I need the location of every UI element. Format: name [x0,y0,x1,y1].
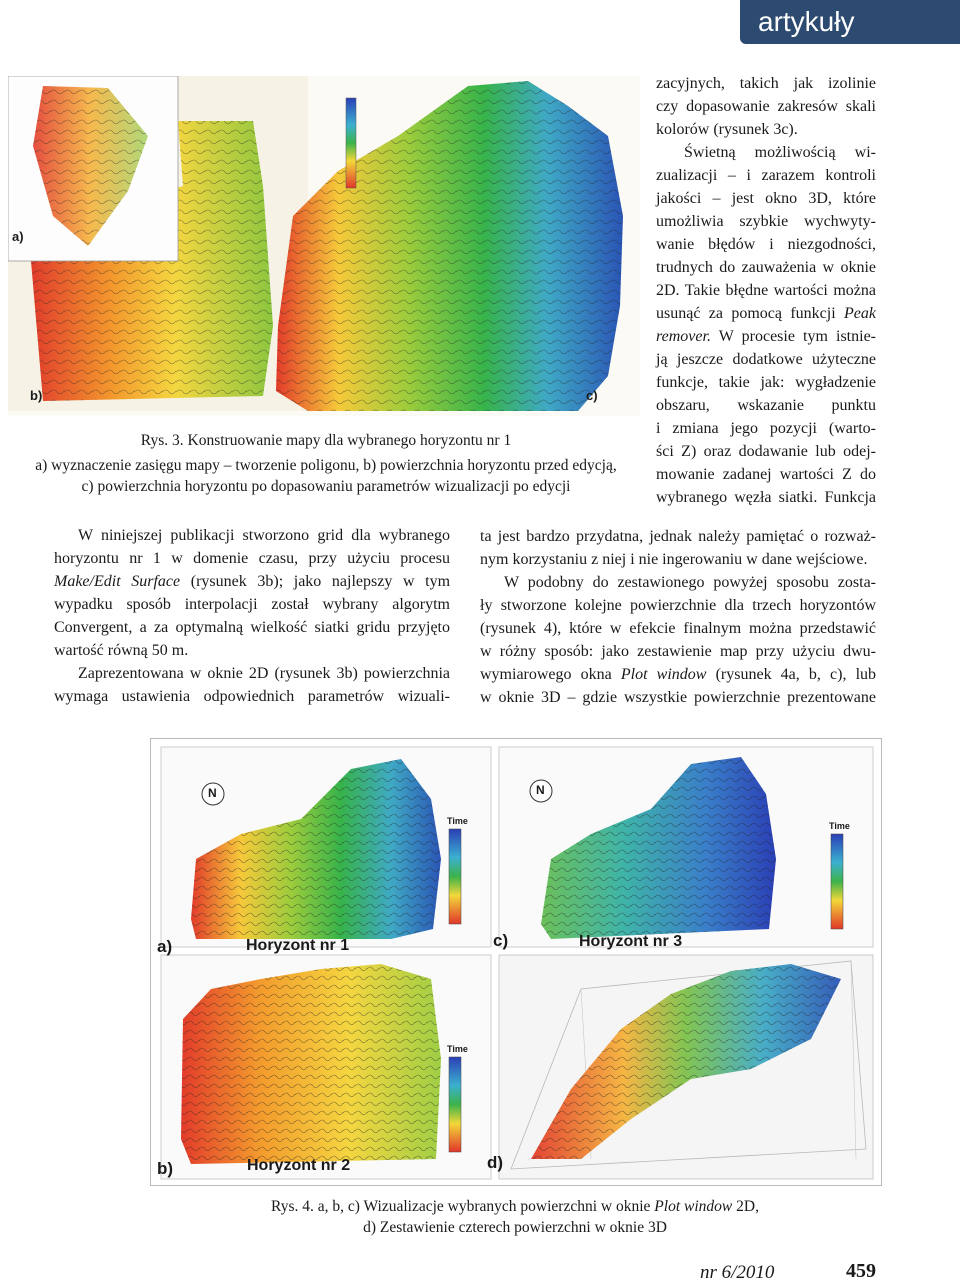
figure-4-caption [150,1196,880,1238]
text-line: nym korzystaniu z niej i nie ingerowaniu w dane wejściowe. [480,551,868,568]
text-line: zualizacji – i zarazem kontroli [656,167,876,184]
text-line: trudnych do zauważenia w oknie [656,259,876,276]
fig3-panel-a-label: a) [12,229,24,244]
fig4-title-c: Horyzont nr 3 [579,933,683,950]
figure-3-caption [0,430,652,497]
text-line: ją jeszcze dodatkowe użyteczne [656,351,876,368]
text-line: Zaprezentowana w oknie 2D (rysunek 3b) powierzchnia [78,665,450,682]
figure-3-graphic [8,76,640,416]
italic-term-plot-window: Plot window [620,666,707,683]
issue-number: nr 6/2010 [700,1262,775,1283]
text-line: W niniejszej publikacji stworzono grid dla wybranego [78,527,450,544]
text-line: wybranego węzła siatki. Funkcja [656,489,876,506]
figure-4 [150,738,882,1186]
text-line: wymaga ustawienia odpowiednich parametrów wizuali- [54,688,450,705]
fig4-title-a: Horyzont nr 1 [246,937,350,954]
fig4-panel-d-label: d) [487,1153,504,1172]
legend-title: Time [447,816,468,826]
legend-title: Time [829,821,850,831]
text-line: obszaru, wskazanie punktu [656,397,876,414]
section-tab: artykuły [740,0,960,44]
figure-4-graphic [151,739,881,1185]
text-line: czy dopasowanie zakresów skali [656,98,876,115]
fig4-panel-a-label: a) [157,937,173,956]
italic-term-remover: remover. [656,328,711,345]
text-line: (rysunek 4), które w efekcie finalnym można przedstawić [480,620,876,637]
text-line: W podobny do zestawionego powyżej sposobu zosta- [504,574,876,591]
text-line: ły stworzone kolejne powierzchnie dla trzech horyzontów [480,597,876,614]
fig4-title-b: Horyzont nr 2 [247,1157,351,1174]
text-line: umożliwia szybkie wychwyty- [656,213,876,230]
text-line [656,302,876,325]
fig4-caption-line1 [150,1196,880,1217]
text-span: usunąć za pomocą funkcji [656,305,836,322]
fig3-caption-line2: c) powierzchnia horyzontu po dopasowaniu parametrów wizualizacji po edycji [81,478,571,495]
text-line [480,663,876,686]
north-arrow-icon: N [536,783,545,797]
text-span: (rysunek 3b); jako najlepszy w tym [190,573,451,590]
text-line: i zmiana jego pozycji (warto- [656,420,876,437]
fig4-panel-c-label: c) [493,931,509,950]
text-line: ta jest bardzo przydatna, jednak należy pamiętać o rozważ- [480,528,876,545]
italic-term-make-edit-surface: Make/Edit Surface [54,573,181,590]
right-column-text [656,72,876,509]
text-span: W procesie tym istnie- [718,328,876,345]
fig3-panel-b-label: b) [30,388,43,403]
fig3-caption-line1: a) wyznaczenie zasięgu mapy – tworzenie poligonu, b) powierzchnia horyzontu przed edycją, [35,457,617,474]
text-line: zacyjnych, takich jak izolinie [656,75,876,92]
text-line: wanie błędów i niezgodności, [656,236,876,253]
left-column-text [54,524,450,708]
fig3-caption-title: Rys. 3. Konstruowanie mapy dla wybranego horyzontu nr 1 [140,432,512,449]
page-number: 459 [846,1260,876,1282]
italic-term-peak: Peak [844,305,876,322]
text-line: wypadku sposób interpolacji został wybrany algorytm [54,596,450,613]
italic-term-plot-window: Plot window [654,1198,733,1215]
text-line: horyzontu nr 1 w domenie czasu, przy użyciu procesu [54,550,450,567]
fig4-panel-b-label: b) [157,1159,174,1178]
fig3-panel-c-label: c) [586,388,598,403]
figure-3 [8,76,640,416]
fig4-caption-line2: d) Zestawienie czterech powierzchni w oknie 3D [363,1219,667,1236]
text-line: ści Z) oraz dodawanie lub odej- [656,443,876,460]
text-span: Rys. 4. a, b, c) Wizualizacje wybranych powierzchni w oknie [271,1198,651,1215]
text-line: wartość równą 50 m. [54,642,189,659]
text-line: funkcje, takie jak: wygładzenie [656,374,876,391]
text-span: (rysunek 4a, b, c), lub [715,666,877,683]
text-line: 2D. Takie błędne wartości można [656,282,876,299]
legend-title: Time [447,1044,468,1054]
text-line: mowanie zadanej wartości Z do [656,466,876,483]
text-span: 2D, [736,1198,759,1215]
text-line: w oknie 3D – gdzie wszystkie powierzchnie prezentowane [480,689,876,706]
text-line [54,570,450,593]
text-line: Convergent, a za optymalną wielkość siatki gridu przyjęto [54,619,450,636]
text-line: jakości – jest okno 3D, które [656,190,876,207]
middle-column-text [480,525,876,709]
text-line: kolorów (rysunek 3c). [656,121,798,138]
text-line [656,325,876,348]
text-span: wymiarowego okna [480,666,612,683]
north-arrow-icon: N [208,786,217,800]
text-line: Świetną możliwością wi- [684,144,876,161]
text-line: w różny sposób: jako zestawienie map przy użyciu dwu- [480,643,876,660]
